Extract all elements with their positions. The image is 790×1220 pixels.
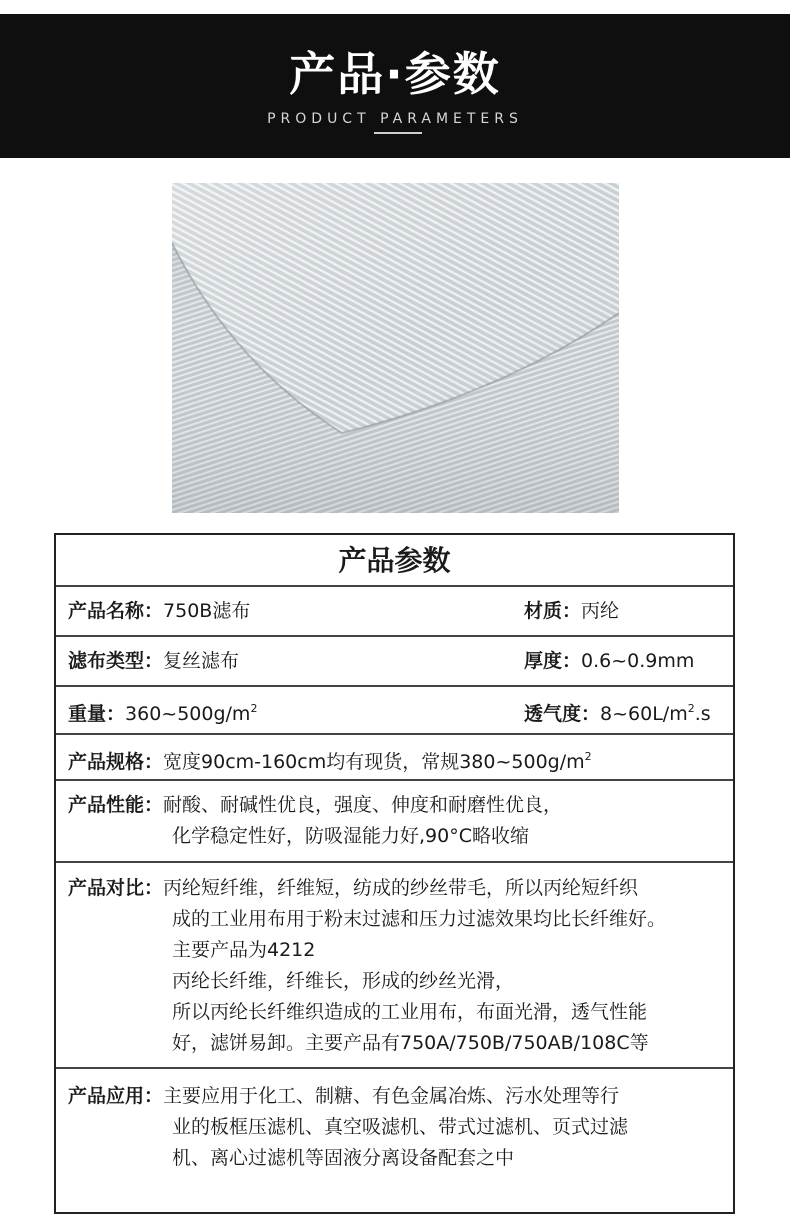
- table-row-application: [56, 1069, 733, 1212]
- application-line-2: 业的板框压滤机、真空吸滤机、带式过滤机、页式过滤: [172, 1116, 629, 1138]
- permeability-suffix: .s: [694, 703, 711, 725]
- table-title: 产品参数: [338, 544, 451, 577]
- page-subtitle: PRODUCT PARAMETERS: [267, 111, 523, 127]
- weight-label: 重量：: [68, 703, 126, 725]
- table-row-performance: [56, 781, 733, 863]
- table-row-spec: [56, 735, 733, 781]
- weight-cell: [68, 693, 257, 730]
- table-row-type: [56, 637, 733, 687]
- table-row-weight: [56, 687, 733, 735]
- material-cell: [524, 595, 619, 627]
- table-row-name: [56, 587, 733, 637]
- name-cell: [68, 595, 250, 627]
- spec-cell: [68, 741, 592, 778]
- comparison-line-2: 成的工业用布用于粉末过滤和压力过滤效果均比长纤维好。: [172, 908, 667, 930]
- performance-line-1: 耐酸、耐碱性优良，强度、伸度和耐磨性优良，: [163, 794, 563, 816]
- comparison-line-4: 丙纶长纤维，纤维长，形成的纱丝光滑，: [172, 970, 515, 992]
- application-line-3: 机、离心过滤机等固液分离设备配套之中: [172, 1147, 515, 1169]
- fabric-texture-icon: [172, 183, 619, 513]
- parameter-table: [54, 533, 735, 1214]
- permeability-superscript: 2: [687, 702, 695, 715]
- thickness-label: 厚度：: [524, 650, 582, 672]
- comparison-line-1: 丙纶短纤维，纤维短，纺成的纱丝带毛，所以丙纶短纤织: [163, 877, 639, 899]
- title-divider: [374, 132, 422, 134]
- performance-line-2: 化学稳定性好，防吸湿能力好,90°C略收缩: [172, 825, 529, 847]
- performance-cell: [68, 790, 562, 852]
- page-title: 产品·参数: [289, 47, 501, 101]
- permeability-label: 透气度：: [524, 703, 601, 725]
- material-value: 丙纶: [581, 600, 620, 622]
- application-cell: [68, 1081, 628, 1174]
- weight-value: 360~500g/m: [125, 703, 251, 725]
- table-row-comparison: [56, 863, 733, 1069]
- permeability-cell: [524, 693, 711, 730]
- thickness-cell: [524, 645, 694, 677]
- application-line-1: 主要应用于化工、制糖、有色金属冶炼、污水处理等行: [163, 1085, 620, 1107]
- name-value: 750B滤布: [163, 600, 251, 622]
- type-label: 滤布类型：: [68, 650, 164, 672]
- header-banner: [0, 14, 790, 158]
- spec-superscript: 2: [584, 750, 592, 763]
- table-title-row: [56, 535, 733, 587]
- fabric-photo: [172, 183, 619, 513]
- thickness-value: 0.6~0.9mm: [581, 650, 695, 672]
- material-label: 材质：: [524, 600, 582, 622]
- comparison-line-6: 好，滤饼易卸。主要产品有750A/750B/750AB/108C等: [172, 1032, 649, 1054]
- type-cell: [68, 645, 239, 677]
- spec-value: 宽度90cm-160cm均有现货，常规380~500g/m: [163, 751, 585, 773]
- comparison-line-5: 所以丙纶长纤维织造成的工业用布，布面光滑，透气性能: [172, 1001, 648, 1023]
- spec-label: 产品规格：: [68, 751, 164, 773]
- weight-superscript: 2: [250, 702, 258, 715]
- performance-label: 产品性能：: [68, 794, 164, 816]
- comparison-cell: [68, 873, 666, 1059]
- comparison-line-3: 主要产品为4212: [172, 939, 316, 961]
- name-label: 产品名称：: [68, 600, 164, 622]
- type-value: 复丝滤布: [163, 650, 240, 672]
- permeability-value: 8~60L/m: [600, 703, 688, 725]
- application-label: 产品应用：: [68, 1085, 164, 1107]
- comparison-label: 产品对比：: [68, 877, 164, 899]
